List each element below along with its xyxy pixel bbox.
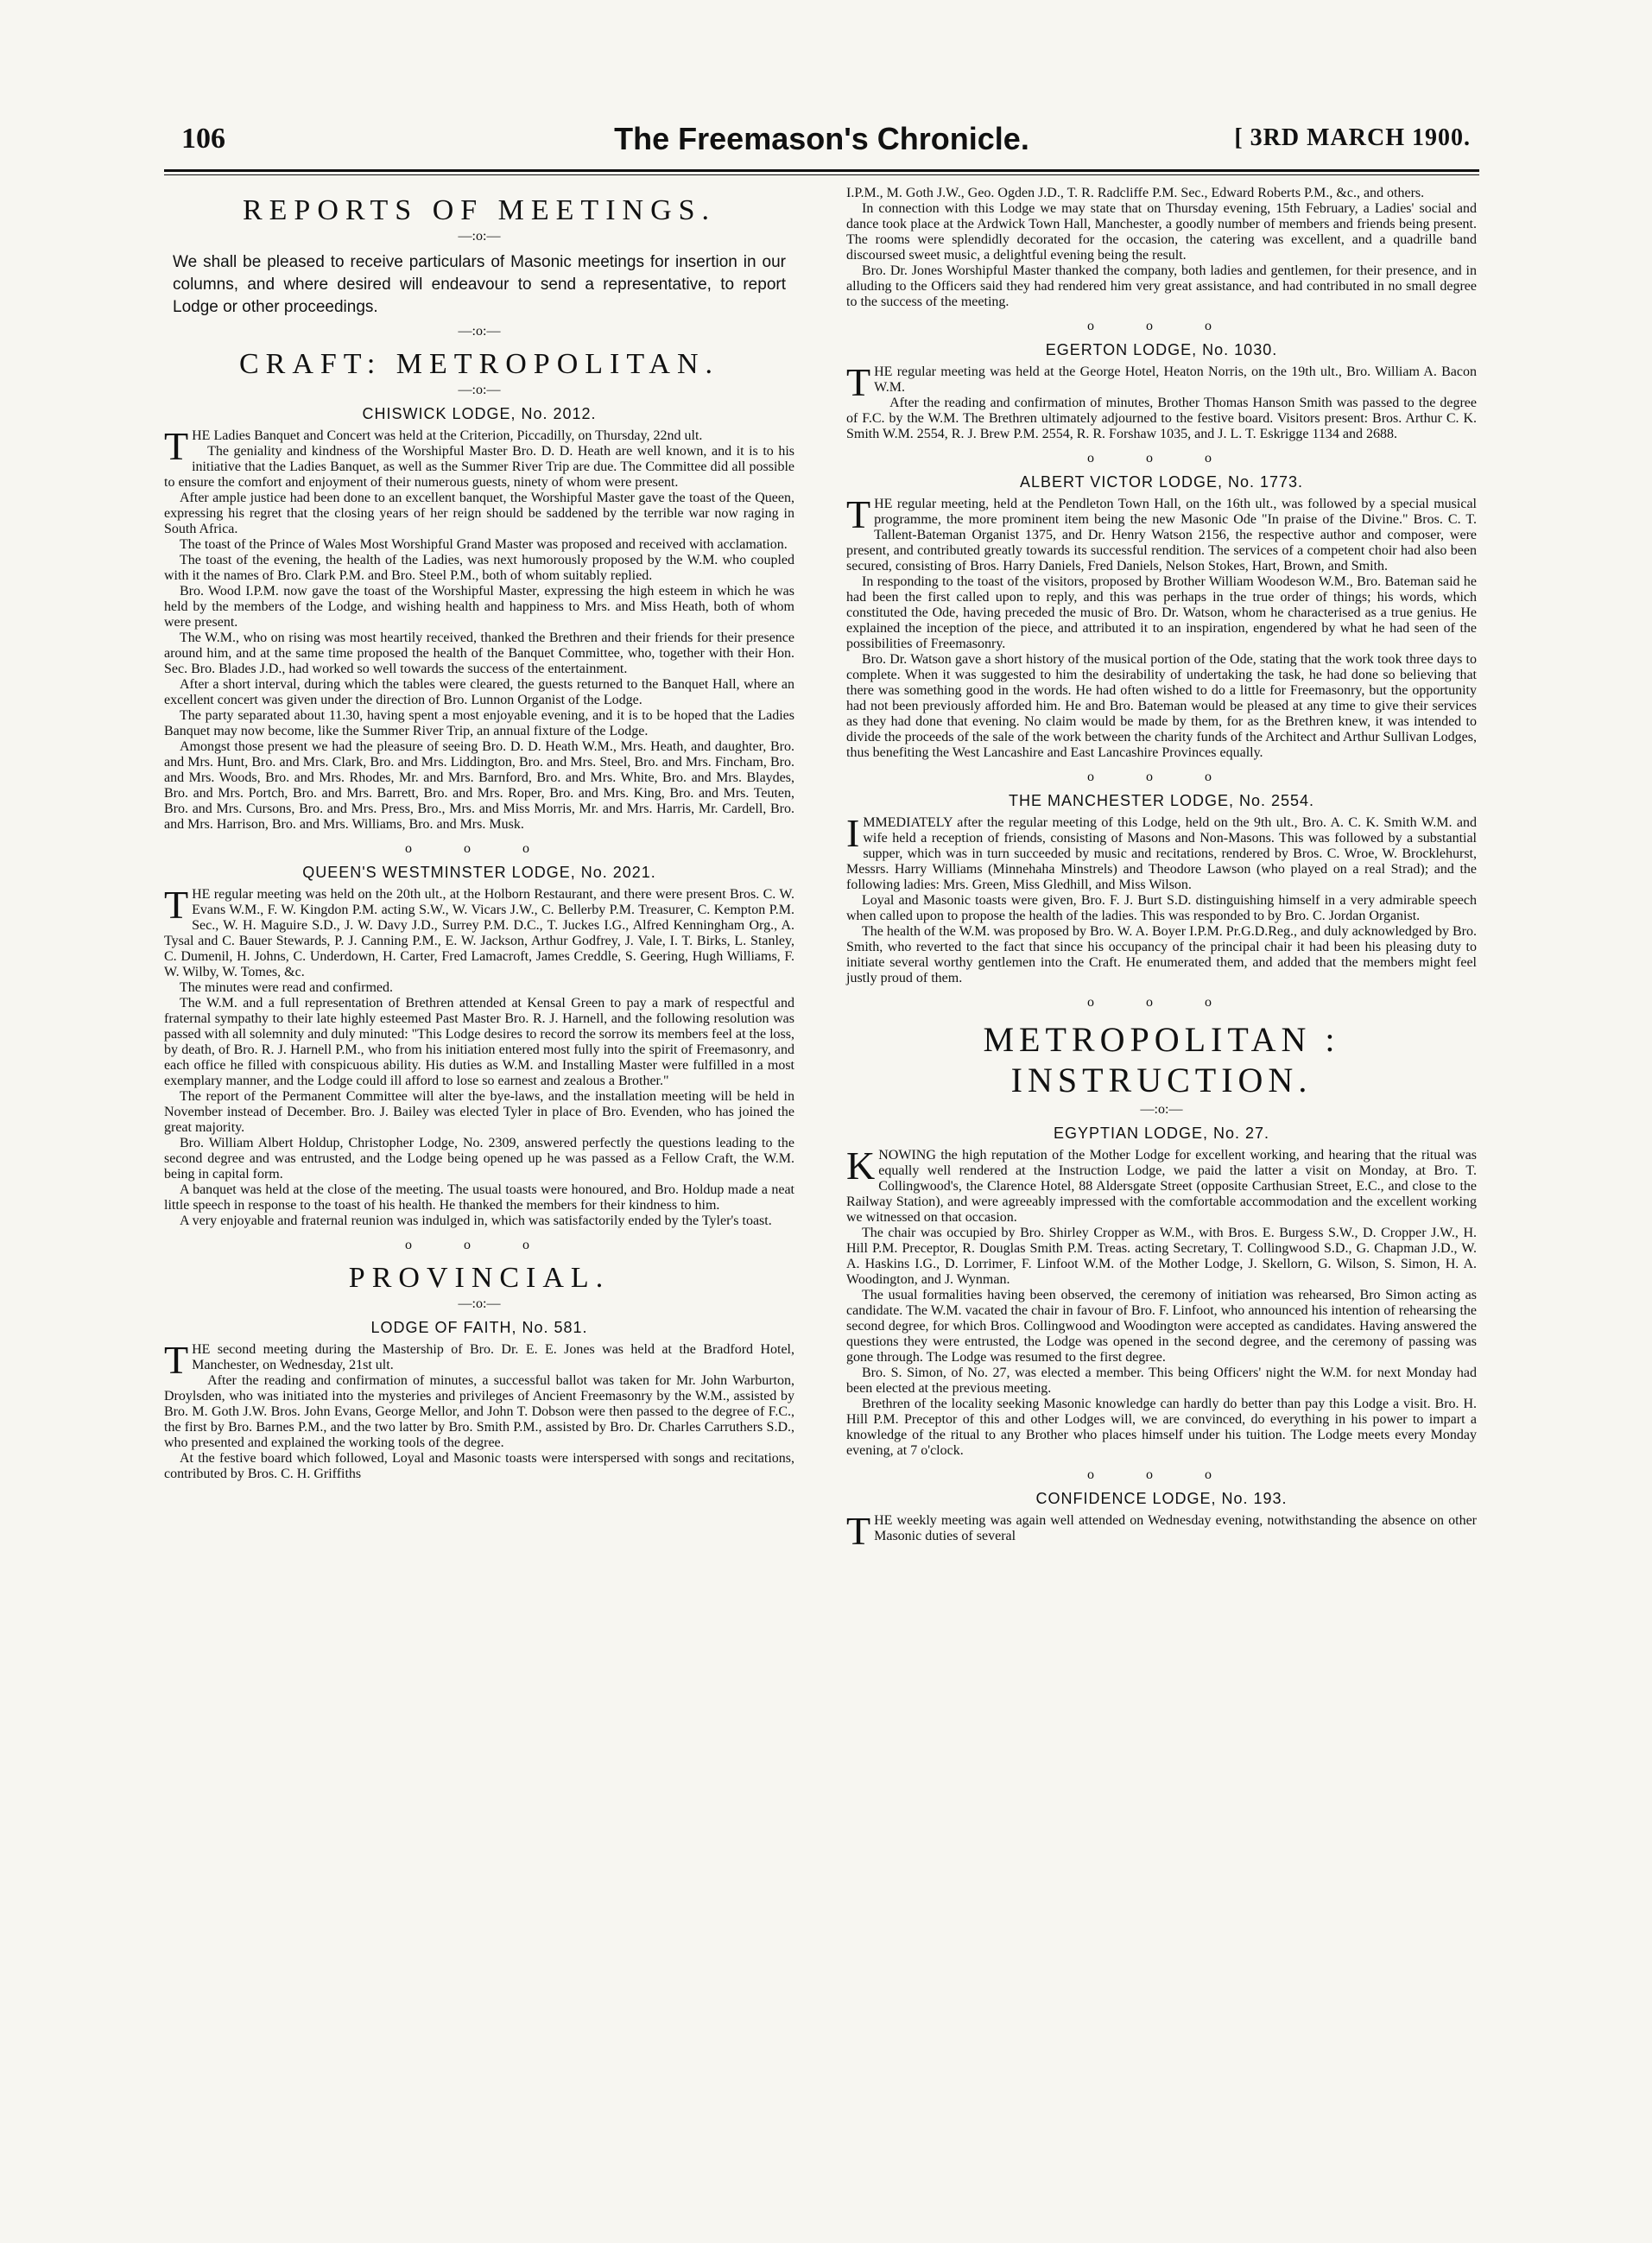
article-manchester bbox=[846, 792, 1477, 986]
paragraph: HE regular meeting was held at the George Hotel, Heaton Norris, on the 19th ult., Bro. William A. Bacon W.M. bbox=[874, 364, 1477, 395]
article-body bbox=[846, 1509, 1477, 1553]
paragraph: HE regular meeting was held on the 20th ult., at the Holborn Restaurant, and there were present Bros. C. W. Evans W.M., F. W. Kingdon P.M. acting S.W., W. Vicars J.W., C. Bellerby P.M. Treasurer, C. Kempton P.M. Sec., W. H. Maguire S.D., J. W. Davy J.D., Surrey P.M. D.C., T. Juckes I.G., Alfred Kenningham Org., A. Tysal and C. Bauer Stewards, P. J. Canning P.M., E. W. Jackson, Arthur Godfrey, J. Vale, I. T. Birks, L. Stanley, C. Dumenil, H. Johns, C. Underdown, H. Carter, Fred Lamacroft, James Creddle, S. Geering, Hugh Williams, F. W. Wilby, W. Tomes, &c. bbox=[164, 887, 794, 979]
header-rule bbox=[164, 169, 1479, 175]
paragraph: After the reading and confirmation of minutes, Brother Thomas Hanson Smith was passed to the degree of F.C. by the W.M. The Brethren ultimately adjourned to the festive board. Visitors present: Bros. Arthur C. K. Smith W.M. 2554, R. J. Brew P.M. 2554, R. R. Forshaw 1035, and J. L. T. Eskrigge 1134 and 2688. bbox=[846, 396, 1477, 441]
paragraph: After the reading and confirmation of minutes, a successful ballot was taken for Mr. John Warburton, Droylsden, who was initiated into the mysteries and privileges of Ancient Freemasonry by the W.M., assisted by Bro. M. Goth J.W. Bros. John Evans, George Mellor, and John T. Dobson were then passed to the degree of F.C., the first by Bro. Barnes P.M., and the two latter by Bro. Smith P.M., assisted by Bro. Dr. Charles Carruthers S.D., who presented and explained the working tools of the degree. bbox=[164, 1373, 794, 1450]
drop-cap: K bbox=[846, 1144, 876, 1188]
drop-cap: I bbox=[846, 811, 860, 855]
paragraph: HE Ladies Banquet and Concert was held at the Criterion, Piccadilly, on Thursday, 22nd ult. bbox=[192, 428, 703, 443]
paragraph: NOWING the high reputation of the Mother Lodge for excellent working, and hearing that the ritual was equally well rendered at the Instruction Lodge, we paid the latter a visit on Monday, at Bro. T. Collingwood's, the Clarence Hotel, 88 Aldersgate Street (opposite Carthusian Street, E.C., and close to the Railway Station), and were agreeably impressed with the comfortable accommodation and the excellent working we witnessed on that occasion. bbox=[846, 1148, 1477, 1225]
separator: —:o:— bbox=[458, 324, 501, 339]
article-body bbox=[846, 811, 1477, 986]
drop-cap: T bbox=[846, 492, 871, 536]
divider-ornament: o o o bbox=[1087, 770, 1236, 784]
article-egyptian bbox=[846, 1125, 1477, 1459]
paragraph: The report of the Permanent Committee will alter the bye-laws, and the installation meeting will be held in November instead of December. Bro. J. Bailey was elected Tyler in place of Bro. Evenden, who has joined the great majority. bbox=[164, 1089, 794, 1135]
page-header bbox=[164, 121, 1479, 162]
divider-ornament: o o o bbox=[405, 841, 554, 856]
left-column bbox=[164, 186, 794, 1482]
divider-ornament: o o o bbox=[405, 1238, 554, 1252]
paragraph: After a short interval, during which the tables were cleared, the guests returned to the Banquet Hall, where an excellent concert was given under the direction of Bro. Lunnon Organist of the Lodge. bbox=[164, 677, 794, 707]
divider-ornament: o o o bbox=[1087, 995, 1236, 1010]
article-title: CONFIDENCE LODGE, No. 193. bbox=[1035, 1490, 1288, 1507]
reports-banner: REPORTS OF MEETINGS. bbox=[242, 194, 717, 226]
paragraph: The minutes were read and confirmed. bbox=[180, 980, 394, 995]
drop-cap: T bbox=[164, 1338, 189, 1382]
paragraph: Amongst those present we had the pleasure of seeing Bro. D. D. Heath W.M., Mrs. Heath, and daughter, Bro. and Mrs. Hunt, Bro. and Mrs. Clark, Bro. and Mrs. Liddington, Bro. and Mrs. Steel, Bro. and Mrs. Fincham, Bro. and Mrs. Woods, Bro. and Mrs. Rhodes, Mr. and Mrs. Barnford, Bro. and Mrs. White, Bro. and Mrs. Blaydes, Bro. and Mrs. Portch, Bro. and Mrs. Barrett, Bro. and Mrs. Roper, Bro. and Mrs. King, Bro. and Mrs. Teuten, Bro. and Mrs. Cursons, Bro. and Mrs. Press, Bro., Mrs. and Miss Morris, Mr. and Mrs. Harris, Mr. Cardell, Bro. and Mrs. Harrison, Bro. and Mrs. Williams, Bro. and Mrs. Musk. bbox=[164, 739, 794, 832]
paragraph: MMEDIATELY after the regular meeting of this Lodge, held on the 9th ult., Bro. A. C. K. Smith W.M. and wife held a reception of friends, consisting of Masons and Non-Masons. This was followed by a substantial supper, which was in turn succeeded by music and recitations, rendered by Bros. C. Wroe, W. Brocklehurst, Messrs. Harry Williams (Minnehaha Minstrels) and Theodore Lawson (who played on a real Strad); and the following ladies: Mrs. Green, Miss Gledhill, and Miss Wilson. bbox=[846, 815, 1477, 892]
issue-date: [ 3RD MARCH 1900. bbox=[1234, 124, 1471, 151]
paragraph: The toast of the Prince of Wales Most Worshipful Grand Master was proposed and received with acclamation. bbox=[180, 537, 788, 552]
page-number: 106 bbox=[181, 123, 225, 155]
divider-ornament: o o o bbox=[1087, 451, 1236, 466]
article-body bbox=[164, 424, 794, 833]
paragraph: The party separated about 11.30, having spent a most enjoyable evening, and it is to be hoped that the Ladies Banquet may now become, like the Summer River Trip, an annual fixture of the Lodge. bbox=[164, 708, 794, 738]
paragraph: The W.M., who on rising was most heartily received, thanked the Brethren and their friends for their presence around him, and at the same time proposed the health of the Banquet Committee, who, together with their Hon. Sec. Bro. Blades J.D., had worked so well towards the success of the entertainment. bbox=[164, 630, 794, 676]
article-queens-westminster bbox=[164, 864, 794, 1229]
paragraph: Bro. William Albert Holdup, Christopher Lodge, No. 2309, answered perfectly the questions leading to the second degree and was entrusted, and the Lodge being opened up he was passed as a Fellow Craft, the W.M. being in capital form. bbox=[164, 1136, 794, 1182]
section-heading-provincial: PROVINCIAL. bbox=[348, 1262, 611, 1294]
paragraph: In connection with this Lodge we may state that on Thursday evening, 15th February, a Ladies' social and dance took place at the Ardwick Town Hall, Manchester, a goodly number of members and friends being present. The rooms were splendidly decorated for the occasion, the catering was excellent, and a quadrille band discoursed sweet music, a delightful evening being the result. bbox=[846, 201, 1477, 263]
paragraph: In responding to the toast of the visitors, proposed by Brother William Woodeson W.M., Bro. Bateman said he had been the first called upon to reply, and this was perhaps in the true order of things; his words, which constituted the Ode, having preceded the music of Bro. Dr. Watson, whom he characterised as a true genius. He explained the inception of the piece, and attributed it to an inspiration, engendered by what he had seen of the possibilities of Freemasonry. bbox=[846, 574, 1477, 651]
divider-ornament: o o o bbox=[1087, 319, 1236, 333]
separator: —:o:— bbox=[458, 229, 501, 244]
article-title: EGERTON LODGE, No. 1030. bbox=[1045, 341, 1278, 358]
drop-cap: T bbox=[164, 424, 189, 468]
article-body bbox=[164, 1338, 794, 1482]
paragraph: Bro. Wood I.P.M. now gave the toast of the Worshipful Master, expressing the high esteem in which he was held by the members of the Lodge, and wishing health and happiness to Mrs. and Miss Heath, both of whom were present. bbox=[164, 584, 794, 630]
paragraph: At the festive board which followed, Loyal and Masonic toasts were interspersed with songs and recitations, contributed by Bros. C. H. Griffiths bbox=[164, 1451, 794, 1481]
paragraph: The W.M. and a full representation of Brethren attended at Kensal Green to pay a mark of respectful and fraternal sympathy to their late highly esteemed Past Master Bro. R. J. Harnell, and the following resolution was passed with all solemnity and duly minuted: "This Lodge desires to record the sorrow its members feel at the loss, by death, of Bro. R. J. Harnell P.M., who from his initiation entered most fully into the spirit of Freemasonry, and each office he filled with conspicuous ability. His duties as W.M. and Installing Master were fulfilled in a most exemplary manner, and the Lodge could ill afford to lose so earnest and zealous a Brother." bbox=[164, 996, 794, 1088]
article-title: QUEEN'S WESTMINSTER LODGE, No. 2021. bbox=[302, 864, 656, 881]
section-heading-craft: CRAFT: METROPOLITAN. bbox=[238, 348, 720, 380]
article-title: LODGE OF FAITH, No. 581. bbox=[370, 1319, 588, 1336]
paragraph: The toast of the evening, the health of the Ladies, was next humorously proposed by the W.M. who coupled with it the names of Bro. Clark P.M. and Bro. Steel P.M., both of whom suitably replied. bbox=[164, 553, 794, 583]
paragraph: The chair was occupied by Bro. Shirley Cropper as W.M., with Bros. E. Burgess S.W., D. Cropper J.W., H. Hill P.M. Preceptor, R. Douglas Smith P.M. Treas. acting Secretary, T. Collingwood S.D., G. Chapman J.D., W. A. Haskins I.G., D. Lorrimer, F. Linfoot W.M. of the Mother Lodge, J. Skellorn, G. Wilson, S. Simon, H. A. Woodington, and J. Wynman. bbox=[846, 1226, 1477, 1287]
paragraph: A banquet was held at the close of the meeting. The usual toasts were honoured, and Bro. Holdup made a neat little speech in response to the toast of his health. He thanked the members for their kindness to him. bbox=[164, 1182, 794, 1213]
paragraph: Bro. Dr. Watson gave a short history of the musical portion of the Ode, stating that the work took three days to complete. When it was suggested to him the desirability of undertaking the task, he had done so believing that there was something good in the words. He had often wished to do a little for Freemasonry, but the opportunity had not been previously afforded him. He and Bro. Bateman would be pleased at any time to give their services as they had done that evening. No claim would be made by them, for as the Brethren knew, it was intended to divide the proceeds of the sale of the work between the charity funds of the Architect and Arthur Sullivan Lodges, thus benefiting the West Lancashire and East Lancashire Provinces equally. bbox=[846, 652, 1477, 760]
paragraph: HE regular meeting, held at the Pendleton Town Hall, on the 16th ult., was followed by a special musical programme, the more prominent item being the new Masonic Ode "In praise of the Divine." Bros. C. T. Tallent-Bateman Organist 1375, and Dr. Henry Watson 2156, the respective author and composer, were present, and contributed greatly towards its successful rendition. The services of a competent choir had also been secured, consisting of Bros. Harry Daniels, Fred Daniels, Nelson Stokes, Hart, Brown, and Smith. bbox=[846, 497, 1477, 573]
editor-notice: We shall be pleased to receive particulars of Masonic meetings for insertion in our columns, and where desired will endeavour to send a representative, to report Lodge or other proceedings. bbox=[173, 253, 786, 316]
paragraph: Brethren of the locality seeking Masonic knowledge can hardly do better than pay this Lodge a visit. Bro. H. Hill P.M. Preceptor of this and other Lodges will, we are convinced, do everything in his power to impart a knowledge of the ritual to any Brother who places himself under his tuition. The Lodge meets every Monday evening, at 7 o'clock. bbox=[846, 1397, 1477, 1458]
masthead: The Freemason's Chronicle. bbox=[614, 121, 1029, 156]
right-column bbox=[846, 186, 1477, 1553]
paragraph: Bro. Dr. Jones Worshipful Master thanked the company, both ladies and gentlemen, for their presence, and in alluding to the Officers said they had rendered him very great assistance, and had contributed in no small degree to the success of the meeting. bbox=[846, 263, 1477, 309]
separator: —:o:— bbox=[458, 1296, 501, 1311]
paragraph: I.P.M., M. Goth J.W., Geo. Ogden J.D., T. R. Radcliffe P.M. Sec., Edward Roberts P.M., &c., and others. bbox=[846, 186, 1425, 200]
paragraph: The health of the W.M. was proposed by Bro. W. A. Boyer I.P.M. Pr.G.D.Reg., and duly acknowledged by Bro. Smith, who reverted to the fact that since his occupancy of the principal chair it had been his pleasing duty to initiate several worthy gentlemen into the Craft. He enumerated them, and added that the members might feel justly proud of them. bbox=[846, 924, 1477, 985]
article-title: THE MANCHESTER LODGE, No. 2554. bbox=[1008, 792, 1315, 809]
article-albert-victor bbox=[846, 473, 1477, 761]
article-lodge-of-faith bbox=[164, 1319, 794, 1482]
paragraph: The geniality and kindness of the Worshipful Master Bro. D. D. Heath are well known, and it is to his initiative that the Ladies Banquet, as well as the Summer River Trip are due. The Committee did all possible to ensure the comfort and enjoyment of their numerous guests, ninety of whom were present. bbox=[164, 444, 794, 490]
article-body bbox=[164, 883, 794, 1229]
article-egerton bbox=[846, 341, 1477, 442]
separator: —:o:— bbox=[458, 383, 501, 397]
paragraph: HE second meeting during the Mastership of Bro. Dr. E. E. Jones was held at the Bradford Hotel, Manchester, on Wednesday, 21st ult. bbox=[192, 1342, 794, 1372]
paragraph: HE weekly meeting was again well attended on Wednesday evening, notwithstanding the absence on other Masonic duties of several bbox=[874, 1513, 1477, 1543]
paragraph: Loyal and Masonic toasts were given, Bro. F. J. Burt S.D. distinguishing himself in a very admirable speech when called upon to propose the health of the ladies. This was responded to by Bro. C. Jordan Organist. bbox=[846, 893, 1477, 923]
separator: —:o:— bbox=[1140, 1102, 1183, 1117]
article-title: EGYPTIAN LODGE, No. 27. bbox=[1053, 1125, 1270, 1142]
drop-cap: T bbox=[164, 883, 189, 927]
article-chiswick bbox=[164, 405, 794, 833]
article-title: CHISWICK LODGE, No. 2012. bbox=[362, 405, 597, 422]
article-lodge-of-faith-continued bbox=[846, 186, 1477, 310]
article-body bbox=[846, 492, 1477, 761]
paragraph: After ample justice had been done to an excellent banquet, the Worshipful Master gave the toast of the Queen, expressing his regret that the closing years of her reign should be saddened by the terrible war now raging in South Africa. bbox=[164, 491, 794, 536]
article-body bbox=[846, 1144, 1477, 1459]
article-confidence bbox=[846, 1490, 1477, 1553]
article-title: ALBERT VICTOR LODGE, No. 1773. bbox=[1019, 473, 1304, 491]
paragraph: A very enjoyable and fraternal reunion was indulged in, which was satisfactorily ended by the Tyler's toast. bbox=[180, 1213, 772, 1228]
drop-cap: T bbox=[846, 360, 871, 404]
divider-ornament: o o o bbox=[1087, 1467, 1236, 1482]
paragraph: Bro. S. Simon, of No. 27, was elected a member. This being Officers' night the W.M. for next Monday had been elected at the previous meeting. bbox=[846, 1365, 1477, 1396]
section-heading-instruction: METROPOLITAN : INSTRUCTION. bbox=[983, 1020, 1340, 1099]
drop-cap: T bbox=[846, 1509, 871, 1553]
paragraph: The usual formalities having been observed, the ceremony of initiation was rehearsed, Bro Simon acting as candidate. The W.M. vacated the chair in favour of Bro. F. Linfoot, who announced his intention of rehearsing the second degree, for which Bros. Collingwood and Woodington were accepted as candidates. Having answered the questions they were entrusted, the Lodge was opened in the second degree, and the ceremony of passing was gone through. The Lodge was resumed to the first degree. bbox=[846, 1288, 1477, 1365]
article-body bbox=[846, 360, 1477, 442]
